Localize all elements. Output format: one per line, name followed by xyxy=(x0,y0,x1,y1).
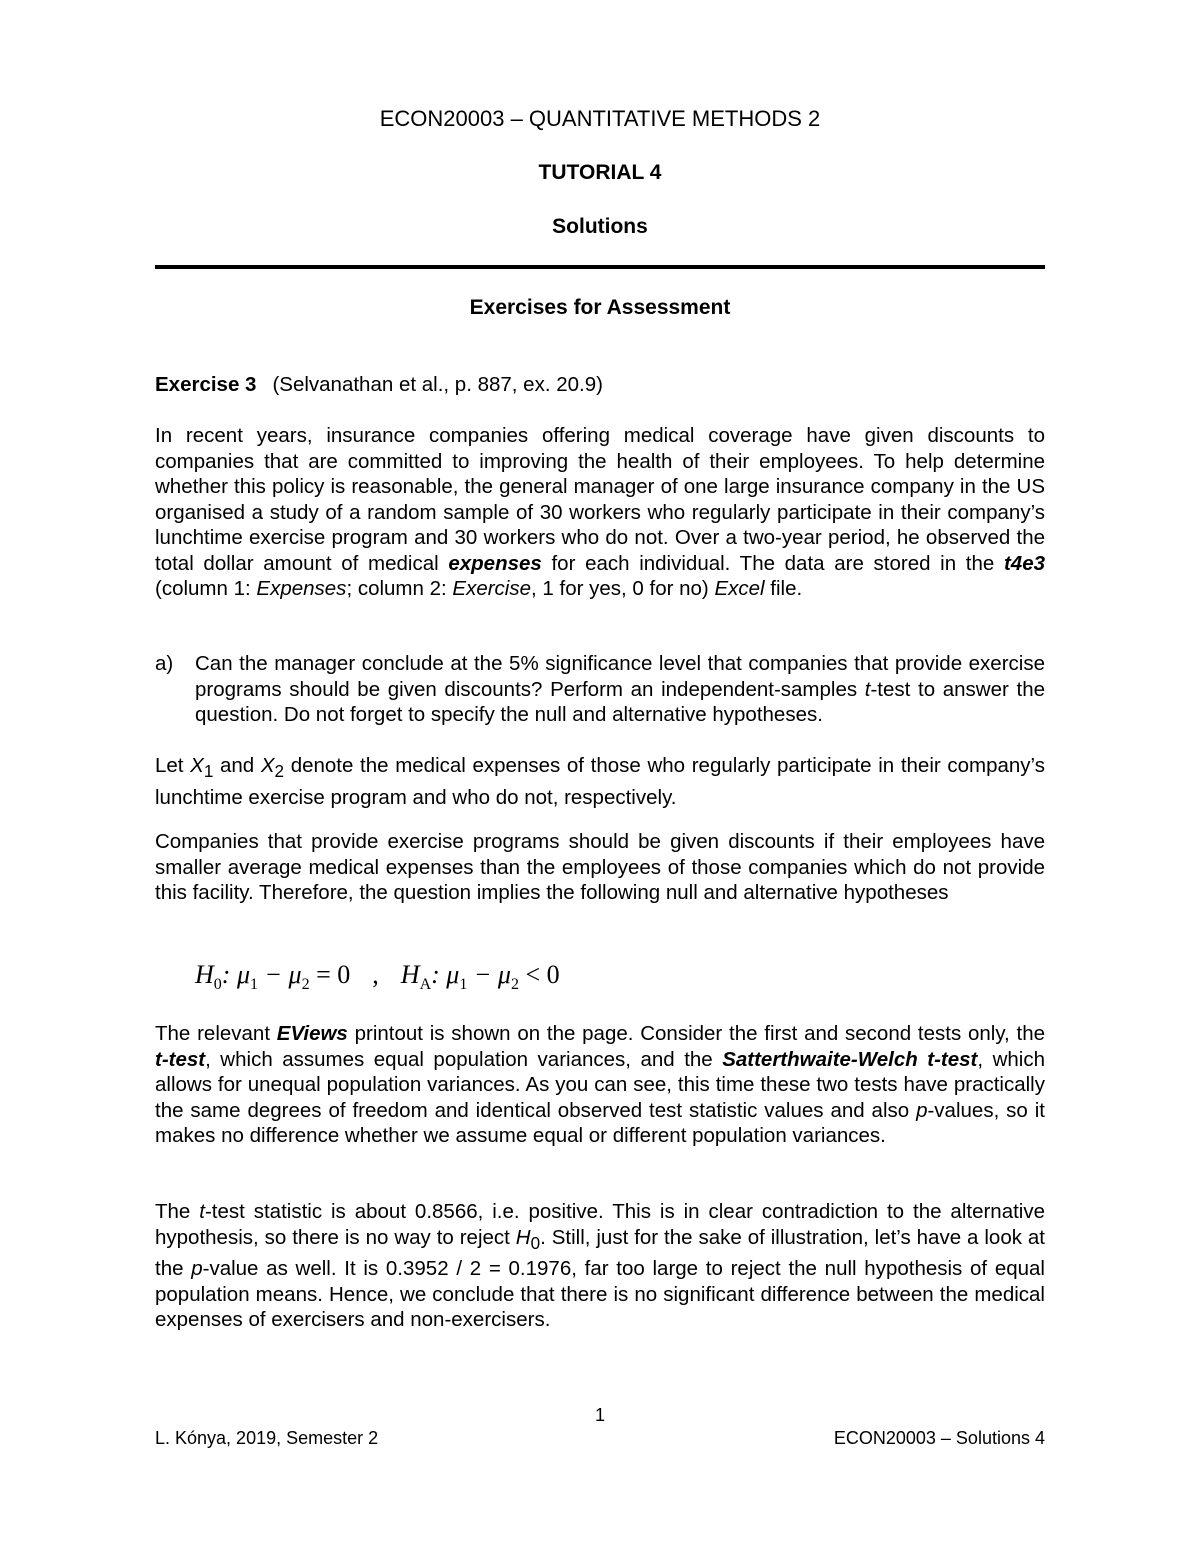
exercise-heading xyxy=(155,372,1045,398)
subscript: A xyxy=(419,976,432,994)
column-exercise: Exercise xyxy=(452,577,532,600)
footer-course: ECON20003 – Solutions 4 xyxy=(833,1428,1045,1448)
subscript: 2 xyxy=(301,976,310,994)
text-run: -test statistic is about 0.8566, i.e. positive. This is in clear contradiction to the alternative hypothesis, so there is no way to reject xyxy=(155,1200,1045,1249)
satterthwaite-welch-term: Satterthwaite-Welch t-test xyxy=(722,1047,978,1071)
hypotheses-explanation: Companies that provide exercise programs should be given discounts if their employees have smaller average medical expenses than the employees of those companies which do not provide this facility. Therefore, the question implies the following null and alternative hypotheses xyxy=(155,830,1045,904)
text-run: , which allows for unequal population variances. As you can see, this time these two tests have practically the same degrees of freedom and identical observed test statistic values and also xyxy=(155,1047,1045,1122)
subscript: 2 xyxy=(274,762,285,782)
variable-definition xyxy=(155,753,1045,810)
relation: = 0 xyxy=(309,960,351,989)
footer-author: L. Kónya, 2019, Semester 2 xyxy=(155,1428,379,1448)
text-run: -value as well. It is 0.3952 / 2 = 0.1976, far too large to reject the null hypothesis of equal population means. Hence, we conclude that there is no significant difference between the medical expenses of exercisers and non-exercisers. xyxy=(155,1257,1045,1332)
text-run: In recent years, insurance companies offering medical coverage have given discounts to companies that are committed to improving the health of their employees. To help determine whether this policy is reasonable, the general manager of one large insurance company in the US organised a study of a random sample of 30 workers who regularly participate in their company’s lunchtime exercise program and 30 workers who do not. Over a two-year period, he observed the total dollar amount of medical xyxy=(155,424,1045,575)
t-symbol: t xyxy=(199,1200,205,1223)
hypotheses-formula xyxy=(195,960,560,994)
text-run: and xyxy=(213,754,261,777)
h0-symbol: H xyxy=(195,960,214,989)
text-run: , 1 for yes, 0 for no) xyxy=(531,577,715,600)
text-run: The xyxy=(155,1200,200,1223)
subscript: 0 xyxy=(213,976,222,994)
eviews-word: EViews xyxy=(276,1022,348,1045)
subscript: 1 xyxy=(250,976,258,994)
subscript: 2 xyxy=(510,976,519,994)
text-run: ; column 2: xyxy=(346,577,453,600)
mu-symbol: : μ xyxy=(431,960,460,989)
text-run: . Still, just for the sake of illustration, let’s have a look at the xyxy=(155,1225,1045,1281)
x1-symbol: X xyxy=(190,754,204,777)
column-expenses: Expenses xyxy=(256,577,347,600)
separator: , xyxy=(372,960,379,989)
solutions-heading: Solutions xyxy=(552,215,648,238)
text-run: Can the manager conclude at the 5% significance level that companies that provide exercise programs should be given discounts? Perform an independent-samples xyxy=(195,652,1045,701)
x2-symbol: X xyxy=(260,754,275,777)
question-text xyxy=(195,651,1045,728)
question-a xyxy=(155,651,1045,728)
ha-symbol: H xyxy=(400,960,420,989)
variable-expenses: expenses xyxy=(448,551,542,575)
conclusion-paragraph xyxy=(155,1199,1045,1333)
text-run: for each individual. The data are stored in the xyxy=(541,551,1004,575)
mu-symbol: − μ xyxy=(467,960,511,989)
text-run: -test to answer the question. Do not forget to specify the null and alternative hypotheses. xyxy=(195,677,1045,726)
exercise-description xyxy=(155,423,1045,602)
text-run: (column 1: xyxy=(155,577,257,600)
file-name: t4e3 xyxy=(1003,551,1045,575)
relation: < 0 xyxy=(518,960,560,989)
section-title: Exercises for Assessment xyxy=(469,296,731,319)
horizontal-rule xyxy=(155,265,1045,269)
excel-word: Excel xyxy=(714,577,765,600)
t-symbol: t xyxy=(864,677,871,701)
text-run: -values, so it makes no difference whether we assume equal or different population variances. xyxy=(155,1098,1045,1147)
exercise-reference: (Selvanathan et al., p. 887, ex. 20.9) xyxy=(272,373,603,396)
mu-symbol: : μ xyxy=(221,960,250,989)
question-label: a) xyxy=(155,652,174,675)
subscript: 1 xyxy=(203,762,214,782)
eviews-paragraph xyxy=(155,1021,1045,1149)
text-run: printout is shown on the page. Consider the first and second tests only, the xyxy=(347,1022,1046,1045)
page-number: 1 xyxy=(594,1405,605,1425)
text-run: denote the medical expenses of those who regularly participate in their company’s lunchtime exercise program and who do not, respectively. xyxy=(155,754,1045,809)
text-run: , which assumes equal population variances, and the xyxy=(205,1047,723,1071)
text-run: file. xyxy=(764,577,803,600)
t-test-term: t-test xyxy=(155,1047,206,1071)
subscript: 0 xyxy=(530,1233,541,1253)
text-run: Let xyxy=(155,754,191,777)
course-title: ECON20003 – QUANTITATIVE METHODS 2 xyxy=(379,106,821,131)
subscript: 1 xyxy=(459,976,468,994)
p-symbol: p xyxy=(916,1098,928,1122)
text-run: The relevant xyxy=(155,1022,277,1045)
mu-symbol: − μ xyxy=(258,960,302,989)
h-symbol: H xyxy=(515,1225,531,1249)
exercise-label: Exercise 3 xyxy=(155,373,257,396)
tutorial-heading: TUTORIAL 4 xyxy=(538,161,662,184)
p-symbol: p xyxy=(191,1257,203,1281)
